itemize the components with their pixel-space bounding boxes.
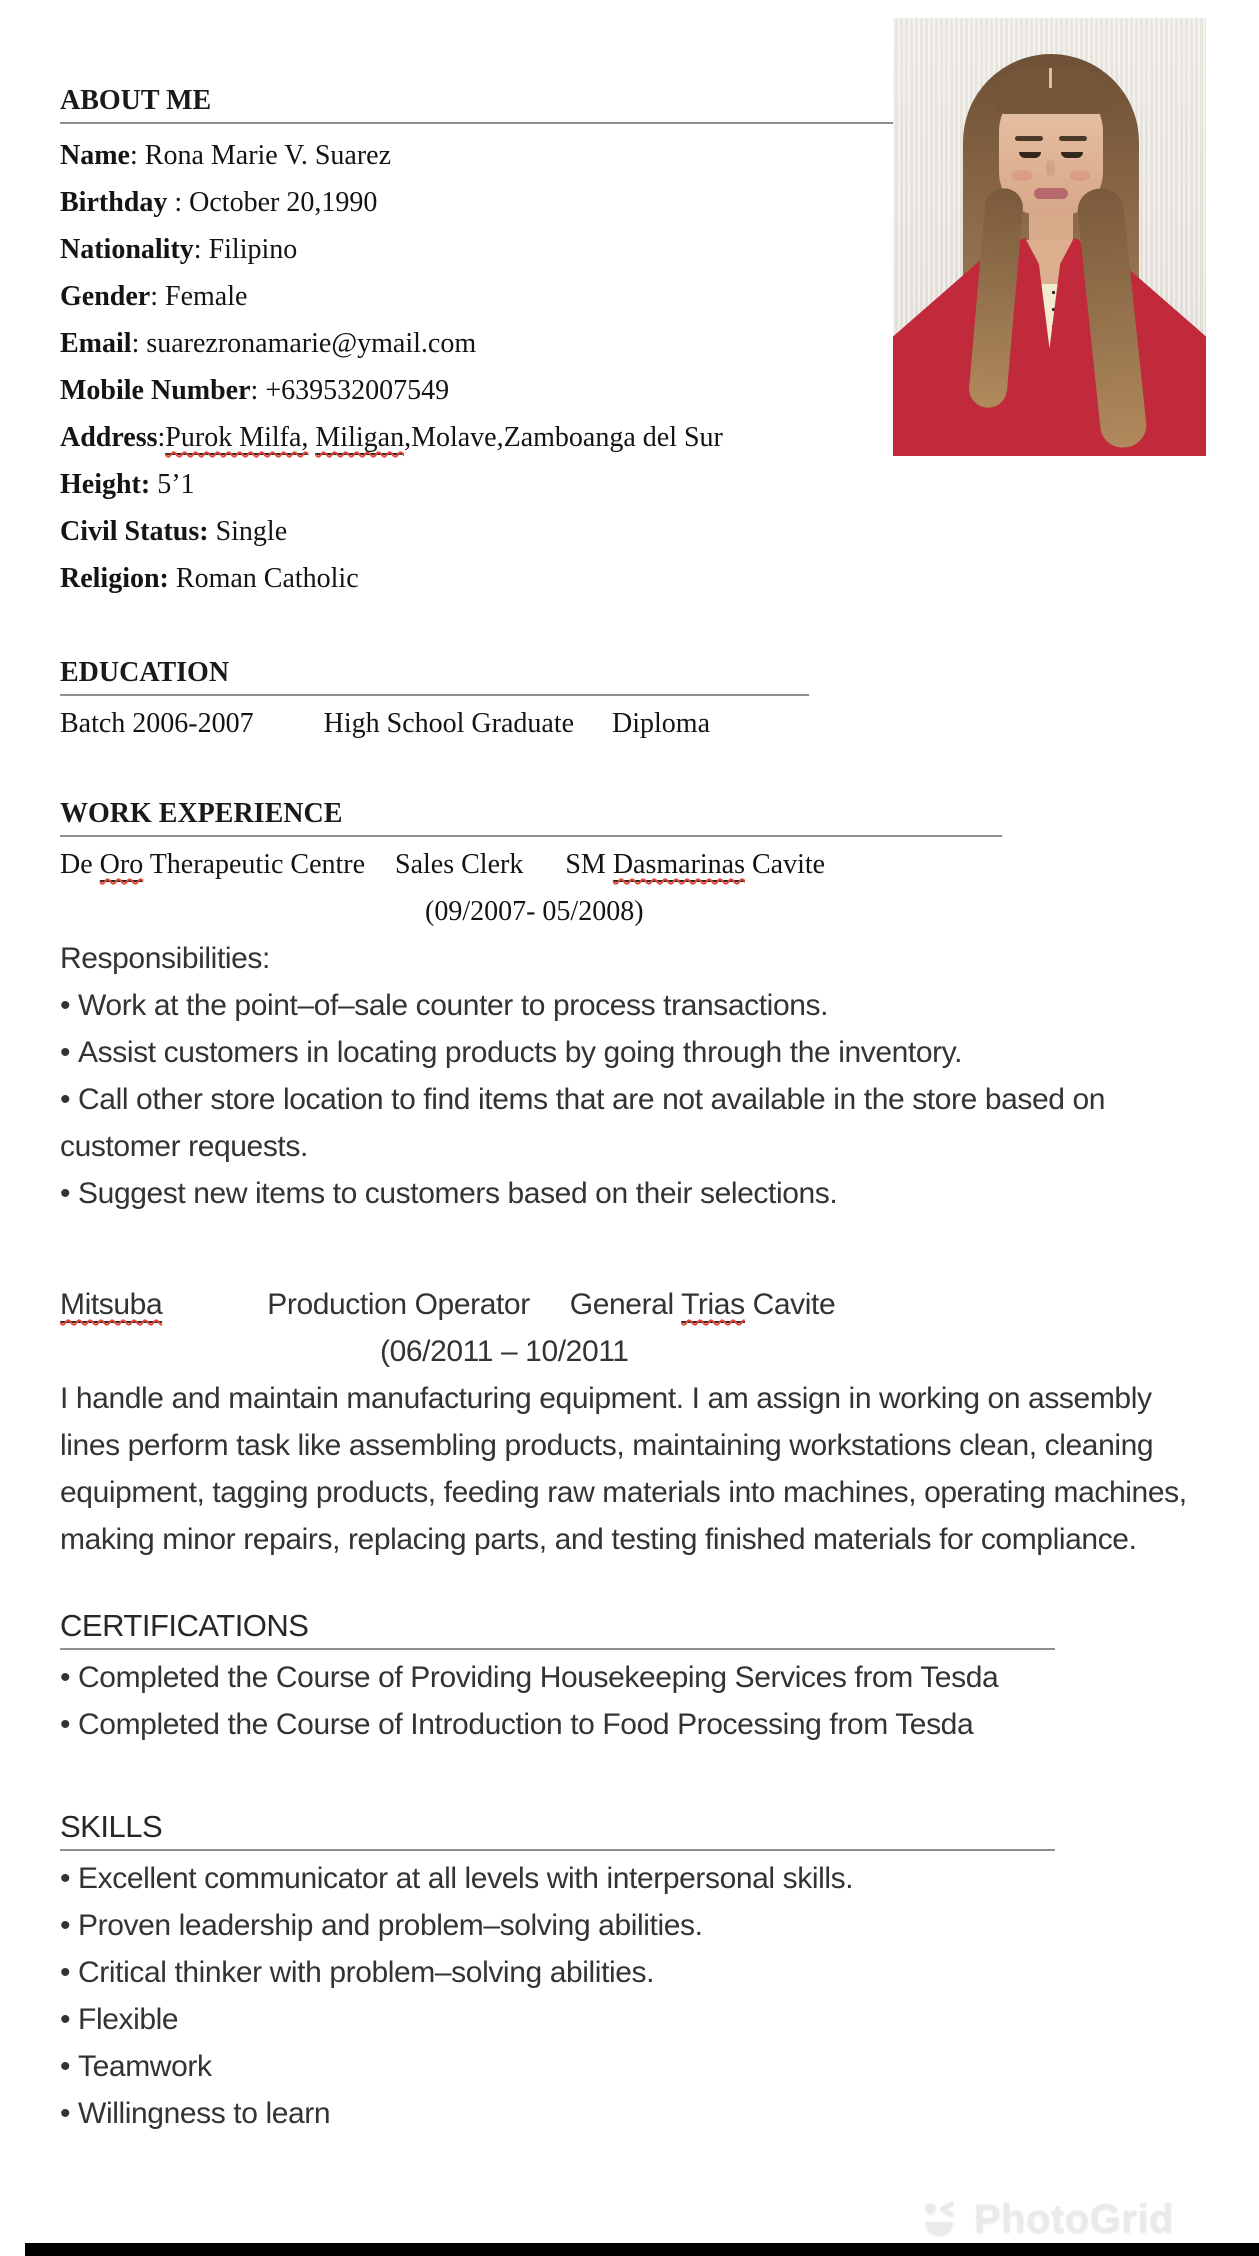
job1-bullet: • Suggest new items to customers based on their selections. bbox=[60, 1170, 1200, 1217]
certifications-heading: CERTIFICATIONS bbox=[60, 1609, 1055, 1650]
field-birthday: Birthday : October 20,1990 bbox=[60, 187, 378, 218]
job2-header-row bbox=[60, 1281, 1200, 1328]
education-batch: Batch 2006-2007 bbox=[60, 708, 254, 739]
field-mobile: Mobile Number: +639532007549 bbox=[60, 375, 450, 406]
skill-item: • Proven leadership and problem–solving abilities. bbox=[60, 1902, 1200, 1949]
job1-responsibilities-label: Responsibilities: bbox=[60, 942, 270, 975]
job1-company: De Oro Therapeutic Centre bbox=[60, 849, 366, 880]
field-name: Name: Rona Marie V. Suarez bbox=[60, 140, 392, 171]
job2-dates: (06/2011 – 10/2011 bbox=[380, 1335, 629, 1368]
education-row bbox=[60, 700, 1200, 747]
misspelled-word: Oro bbox=[99, 849, 144, 880]
misspelled-word: Dasmarinas bbox=[612, 849, 745, 880]
skill-item: • Teamwork bbox=[60, 2043, 1200, 2090]
watermark-label: PhotoGrid bbox=[974, 2196, 1175, 2241]
field-civil-status: Civil Status: Single bbox=[60, 516, 288, 547]
field-nationality: Nationality: Filipino bbox=[60, 234, 298, 265]
job1-role: Sales Clerk bbox=[395, 849, 524, 880]
field-height: Height: 5’1 bbox=[60, 469, 195, 500]
section-education bbox=[60, 658, 1200, 747]
education-heading: EDUCATION bbox=[60, 658, 809, 696]
photogrid-smiley-icon bbox=[918, 2196, 964, 2242]
education-level: High School Graduate bbox=[323, 708, 575, 739]
misspelled-word: Miligan bbox=[315, 422, 405, 453]
field-email: Email: suarezronamarie@ymail.com bbox=[60, 328, 477, 359]
job2-description: I handle and maintain manufacturing equipment. I am assign in working on assembly lines perform task like assembling products, maintaining workstations clean, cleaning equipment, tagging products, feeding raw materials into machines, operating machines, making minor repairs, replacing parts, and testing finished materials for compliance. bbox=[60, 1382, 1187, 1556]
section-skills bbox=[60, 1810, 1200, 2137]
job2-location: General Trias Cavite bbox=[569, 1288, 836, 1321]
field-gender: Gender: Female bbox=[60, 281, 248, 312]
bottom-black-bar bbox=[25, 2243, 1259, 2256]
job1-bullet: • Assist customers in locating products by going through the inventory. bbox=[60, 1029, 1200, 1076]
misspelled-word: Trias bbox=[681, 1288, 745, 1321]
skills-heading: SKILLS bbox=[60, 1810, 1055, 1851]
skill-item: • Excellent communicator at all levels with interpersonal skills. bbox=[60, 1855, 1200, 1902]
job1-dates: (09/2007- 05/2008) bbox=[425, 896, 644, 927]
job2-role: Production Operator bbox=[267, 1288, 530, 1321]
certification-item: • Completed the Course of Introduction to Food Processing from Tesda bbox=[60, 1701, 1200, 1748]
job1-location: SM Dasmarinas Cavite bbox=[565, 849, 826, 880]
work-heading: WORK EXPERIENCE bbox=[60, 799, 1002, 837]
skill-item: • Flexible bbox=[60, 1996, 1200, 2043]
misspelled-word: Purok Milfa, bbox=[165, 422, 309, 453]
photogrid-watermark bbox=[918, 2196, 1174, 2242]
certification-item: • Completed the Course of Providing Housekeeping Services from Tesda bbox=[60, 1654, 1200, 1701]
job1-header-row bbox=[60, 841, 1200, 888]
job1-bullet: • Work at the point–of–sale counter to process transactions. bbox=[60, 982, 1200, 1029]
portrait-photo bbox=[893, 18, 1206, 456]
skills-list bbox=[60, 1855, 1200, 2137]
section-certifications bbox=[60, 1609, 1200, 1748]
section-work-experience bbox=[60, 799, 1200, 1563]
skill-item: • Willingness to learn bbox=[60, 2090, 1200, 2137]
about-heading: ABOUT ME bbox=[60, 86, 893, 124]
field-religion: Religion: Roman Catholic bbox=[60, 563, 359, 594]
education-credential: Diploma bbox=[612, 708, 711, 739]
job2-company: Mitsuba bbox=[60, 1288, 163, 1321]
certifications-list bbox=[60, 1654, 1200, 1748]
job2-block bbox=[60, 1281, 1200, 1563]
job1-bullet: • Call other store location to find items that are not available in the store based on customer requests. bbox=[60, 1076, 1200, 1170]
job1-details bbox=[60, 935, 1200, 1217]
skill-item: • Critical thinker with problem–solving abilities. bbox=[60, 1949, 1200, 1996]
field-address: Address:Purok Milfa, Miligan,Molave,Zamboanga del Sur bbox=[60, 422, 723, 453]
